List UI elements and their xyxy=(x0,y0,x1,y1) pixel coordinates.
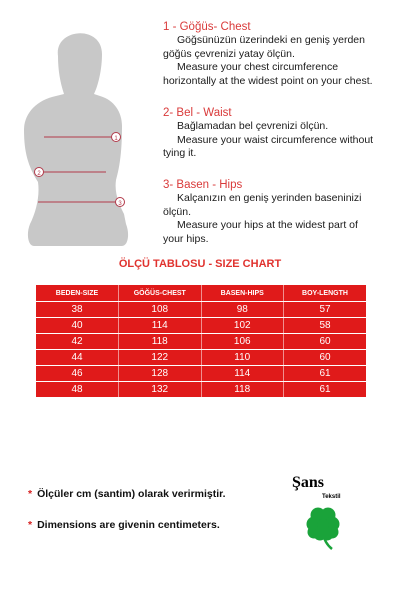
instruction-line: horizontally at the widest point on your chest. xyxy=(163,74,373,87)
cell-chest: 128 xyxy=(119,366,202,382)
column-header-chest: GÖĞÜS-CHEST xyxy=(119,285,202,302)
note-text: Dimensions are givenin centimeters. xyxy=(37,519,220,531)
table-row xyxy=(36,334,366,350)
instruction-hips xyxy=(163,178,395,246)
note-text: Ölçüler cm (santim) olarak verirmiştir. xyxy=(37,488,226,500)
table-row xyxy=(36,350,366,366)
column-header-hips: BASEN-HIPS xyxy=(201,285,284,302)
cell-size: 46 xyxy=(36,366,119,382)
svg-text:2: 2 xyxy=(37,171,41,177)
cell-length: 61 xyxy=(284,382,367,398)
asterisk-icon: * xyxy=(28,488,33,500)
instruction-title-chest: 1 - Göğüs- Chest xyxy=(163,21,251,33)
column-header-size: BEDEN-SIZE xyxy=(36,285,119,302)
instruction-line: göğüs çevrenizi yatay ölçün. xyxy=(163,47,295,60)
four-leaf-clover-icon xyxy=(300,503,348,551)
instruction-waist xyxy=(163,106,395,161)
cell-hips: 98 xyxy=(201,302,284,318)
cell-hips: 110 xyxy=(201,350,284,366)
brand-name: Şans xyxy=(292,474,325,491)
brand-subtitle: Tekstil xyxy=(322,494,341,500)
instruction-line: tying it. xyxy=(163,147,197,159)
instruction-line: Measure your chest circumference xyxy=(177,61,339,73)
size-chart-title: ÖLÇÜ TABLOSU - SIZE CHART xyxy=(118,258,282,270)
asterisk-icon: * xyxy=(28,519,33,531)
svg-text:1: 1 xyxy=(114,136,118,142)
table-row xyxy=(36,318,366,334)
marker-chest xyxy=(112,133,121,143)
cell-size: 38 xyxy=(36,302,119,318)
cell-chest: 114 xyxy=(119,318,202,334)
cell-chest: 118 xyxy=(119,334,202,350)
cell-length: 58 xyxy=(284,318,367,334)
note-units-turkish xyxy=(28,488,226,500)
cell-chest: 132 xyxy=(119,382,202,398)
marker-hips xyxy=(116,198,125,208)
cell-size: 42 xyxy=(36,334,119,350)
cell-length: 60 xyxy=(284,334,367,350)
instruction-line: Kalçanızın en geniş yerinden baseninizi xyxy=(177,192,362,204)
cell-hips: 106 xyxy=(201,334,284,350)
instruction-line: ölçün. xyxy=(163,205,192,218)
cell-length: 57 xyxy=(284,302,367,318)
instruction-title-hips: 3- Basen - Hips xyxy=(163,179,243,191)
table-header-row xyxy=(36,285,366,302)
instruction-chest xyxy=(163,20,395,88)
note-units-english xyxy=(28,519,220,531)
instruction-line: Bağlamadan bel çevrenizi ölçün. xyxy=(177,120,329,132)
table-row xyxy=(36,382,366,398)
table-row xyxy=(36,302,366,318)
cell-chest: 122 xyxy=(119,350,202,366)
instruction-line: Measure your waist circumference without xyxy=(177,133,374,146)
cell-length: 60 xyxy=(284,350,367,366)
column-header-length: BOY-LENGTH xyxy=(284,285,367,302)
instruction-title-waist: 2- Bel - Waist xyxy=(163,107,232,119)
cell-size: 44 xyxy=(36,350,119,366)
cell-hips: 102 xyxy=(201,318,284,334)
body-silhouette xyxy=(18,18,140,246)
cell-size: 48 xyxy=(71,384,83,395)
cell-length: 61 xyxy=(284,366,367,382)
cell-hips: 118 xyxy=(201,382,284,398)
instruction-line: your hips. xyxy=(163,232,209,245)
instruction-line: Göğsünüzün üzerindeki en geniş yerden xyxy=(177,34,365,46)
svg-text:3: 3 xyxy=(118,201,122,207)
cell-size: 40 xyxy=(36,318,119,334)
instruction-line: Measure your hips at the widest part of xyxy=(177,219,358,231)
cell-chest: 108 xyxy=(119,302,202,318)
marker-waist xyxy=(35,168,44,178)
cell-hips: 114 xyxy=(201,366,284,382)
size-table xyxy=(36,285,366,397)
table-row xyxy=(36,366,366,382)
